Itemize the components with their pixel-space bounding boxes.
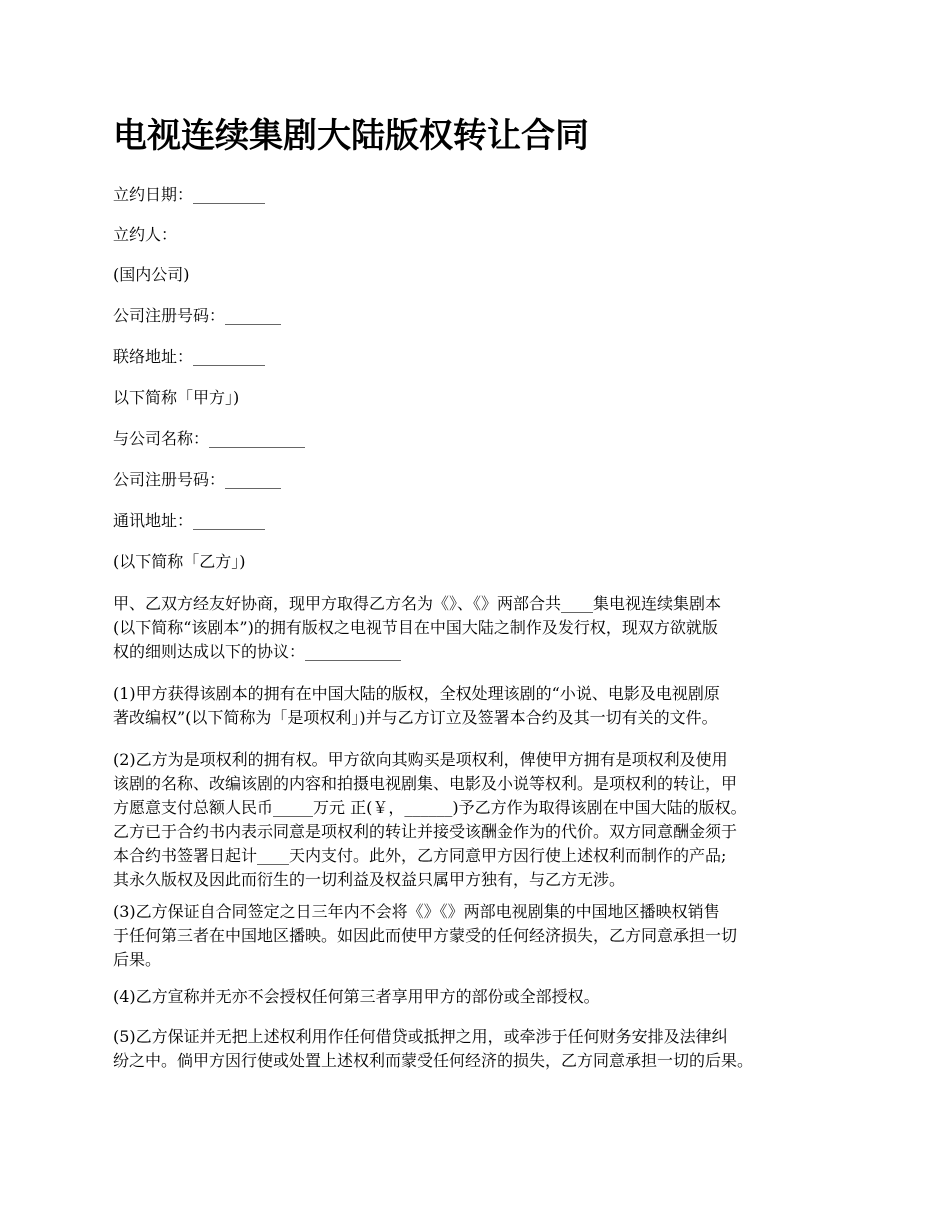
paragraph-line: (3)乙方保证自合同签定之日三年内不会将《》《》两部电视剧集的中国地区播映权销售 bbox=[113, 902, 720, 921]
paragraph-line: 著改编权”(以下简称为「是项权利」)并与乙方订立及签署本合约及其一切有关的文件。 bbox=[113, 708, 718, 727]
paragraph-clause-1 bbox=[113, 682, 853, 730]
paragraph-line: (2)乙方为是项权利的拥有权。甲方欲向其购买是项权利，俾使甲方拥有是项权利及使用 bbox=[113, 750, 728, 769]
field-party-b-registration: 公司注册号码：_______ bbox=[113, 470, 282, 489]
paragraph-line: (4)乙方宣称并无亦不会授权任何第三者享用甲方的部份或全部授权。 bbox=[113, 987, 600, 1006]
paragraph-line: 后果。 bbox=[113, 950, 162, 969]
field-party-b-alias: (以下简称「乙方」) bbox=[113, 552, 246, 571]
paragraph-intro bbox=[113, 592, 853, 664]
paragraph-line: 甲、乙双方经友好协商，现甲方取得乙方名为《》、《》两部合共____集电视连续集剧本 bbox=[113, 594, 722, 613]
field-signing-date: 立约日期：_________ bbox=[113, 185, 266, 204]
paragraph-clause-3 bbox=[113, 900, 853, 972]
paragraph-line: (5)乙方保证并无把上述权利用作任何借贷或抵押之用，或牵涉于任何财务安排及法律纠 bbox=[113, 1027, 728, 1046]
field-party-heading: 立约人： bbox=[113, 225, 178, 244]
paragraph-line: 纷之中。倘甲方因行使或处置上述权利而蒙受任何经济的损失，乙方同意承担一切的后果。 bbox=[113, 1051, 754, 1070]
field-party-a-address: 联络地址：_________ bbox=[113, 347, 266, 366]
document-title: 电视连续集剧大陆版权转让合同 bbox=[113, 116, 589, 156]
paragraph-line: 权的细则达成以下的协议：____________ bbox=[113, 642, 402, 661]
paragraph-line: (1)甲方获得该剧本的拥有在中国大陆的版权，全权处理该剧的“小说、电影及电视剧原 bbox=[113, 684, 720, 703]
paragraph-line: 乙方已于合约书内表示同意是项权利的转让并接受该酬金作为的代价。双方同意酬金须于 bbox=[113, 822, 738, 841]
field-party-a-registration: 公司注册号码：_______ bbox=[113, 306, 282, 325]
field-party-b-address: 通讯地址：_________ bbox=[113, 511, 266, 530]
paragraph-line: (以下简称“该剧本”)的拥有版权之电视节目在中国大陆之制作及发行权，现双方欲就版 bbox=[113, 618, 718, 637]
paragraph-line: 该剧的名称、改编该剧的内容和拍摄电视剧集、电影及小说等权利。是项权利的转让，甲 bbox=[113, 774, 738, 793]
paragraph-line: 于任何第三者在中国地区播映。如因此而使甲方蒙受的任何经济损失，乙方同意承担一切 bbox=[113, 926, 738, 945]
paragraph-clause-4 bbox=[113, 985, 853, 1009]
paragraph-line: 方愿意支付总额人民币_____万元 正(￥，______)予乙方作为取得该剧在中国大陆的版权。 bbox=[113, 798, 747, 817]
field-domestic-company: (国内公司) bbox=[113, 265, 190, 284]
paragraph-line: 本合约书签署日起计____天内支付。此外，乙方同意甲方因行使上述权利而制作的产品; bbox=[113, 846, 727, 865]
field-party-b-company: 与公司名称：____________ bbox=[113, 429, 306, 448]
paragraph-clause-2 bbox=[113, 748, 853, 892]
paragraph-line: 其永久版权及因此而衍生的一切利益及权益只属甲方独有，与乙方无涉。 bbox=[113, 870, 626, 889]
field-party-a-alias: 以下简称「甲方」) bbox=[113, 388, 240, 407]
paragraph-clause-5 bbox=[113, 1025, 853, 1073]
